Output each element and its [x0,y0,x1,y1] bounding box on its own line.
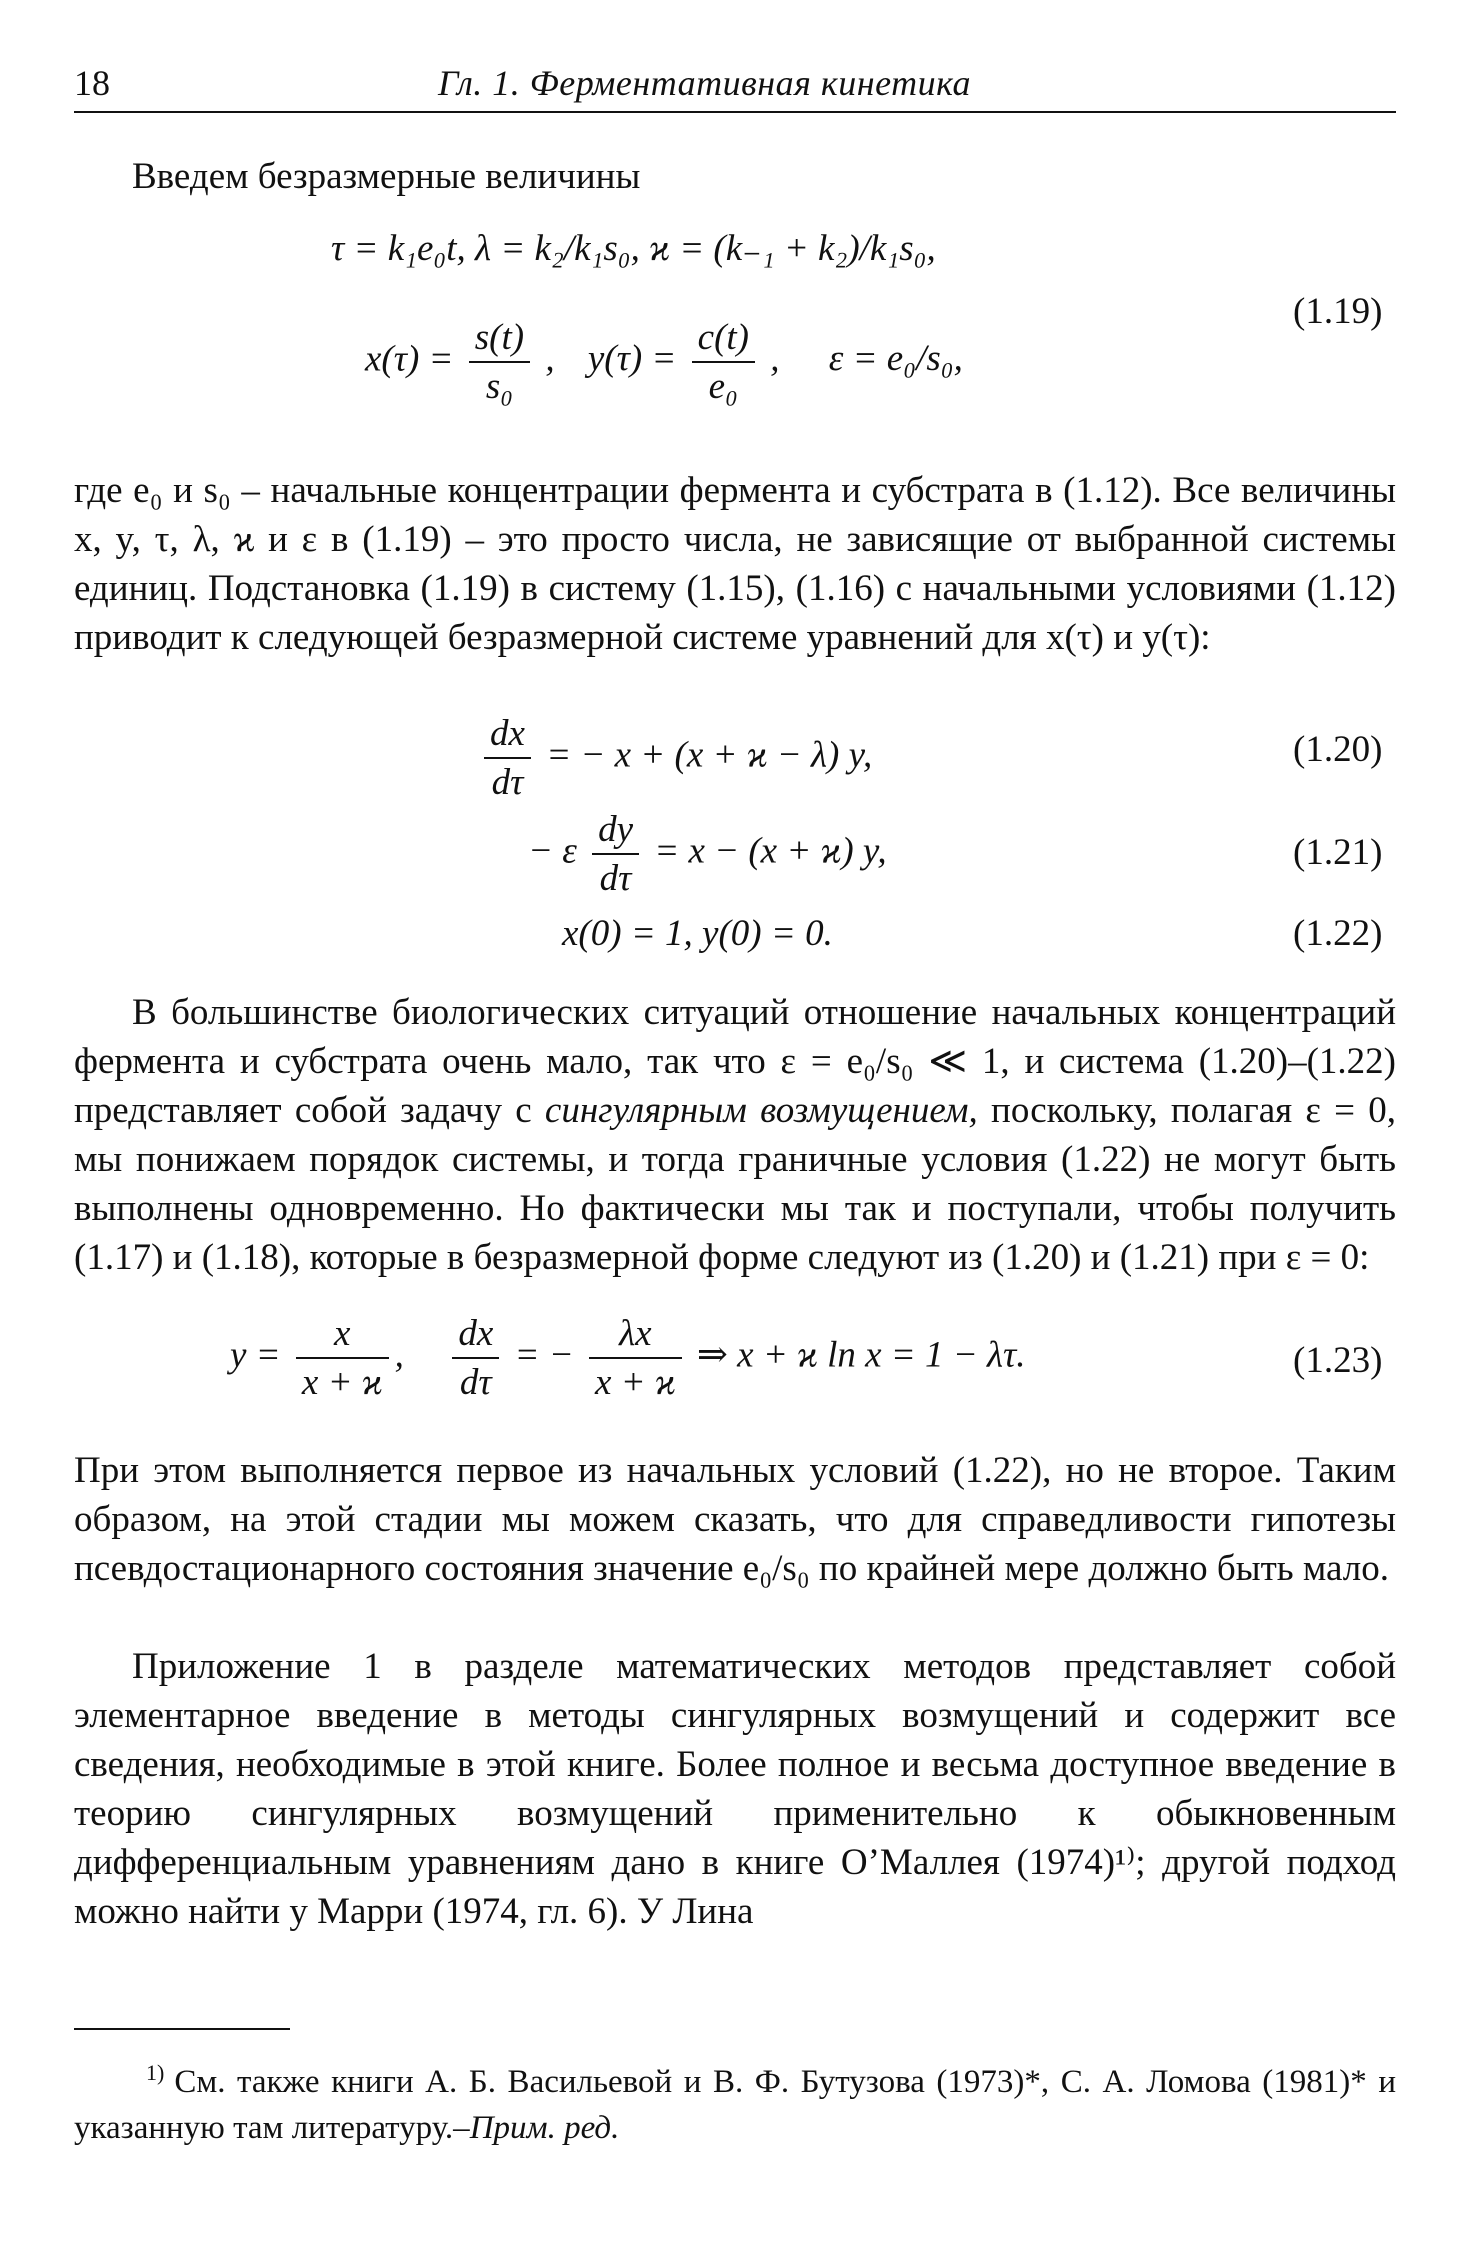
intro-text: Введем безразмерные величины [132,156,641,197]
paragraph-first-condition: При этом выполняется первое из начальных условий (1.22), но не второе. Таким образом, на этой стадии мы можем сказать, что для справедливости гипотезы псевдостационарного состояния значение e₀/s₀ по крайней мере должно быть мало. [74,1450,1396,1589]
fraction-numerator: dy [598,809,633,850]
equation-1-19-line2: x(τ) = $\frac{s(t)}{\text{s₀}}$ , y(τ) = $\frac{c(t)}{\text{e₀}}$ , ε = e₀/s₀, [365,317,963,407]
running-title: Гл. 1. Ферментативная кинетика [438,63,972,103]
header-rule [74,111,1396,113]
fraction-denominator: e₀ [692,361,755,408]
footnote-rule [74,2028,290,2030]
fraction-numerator: dx [458,1313,494,1354]
equation-number-1-22: (1.22) [1293,913,1383,954]
dx-dtau-fraction [484,712,531,804]
dx-dtau-fraction [452,1312,499,1404]
s-over-s0-fraction [469,316,530,408]
equation-number-1-20: (1.20) [1293,729,1383,770]
c-over-e0-fraction [692,316,755,408]
equals-minus: = − [514,1334,574,1376]
equation-1-22: x(0) = 1, y(0) = 0. [562,913,833,954]
equation-1-19-line1: τ = k₁e₀t, λ = k₂/k₁s₀, ϰ = (k₋₁ + k₂)/k₁s₀, [331,228,936,269]
equation-rhs: = − x + (x + ϰ − λ) y, [546,734,873,776]
paragraph-text-a: В большинстве биологических ситуаций отношение начальных концентраций фермента и субстрата очень мало, так что ε = e₀/s₀ ≪ 1, и система (1.20)–(1.22) представляет собой задачу с [74,992,1396,1131]
fraction-numerator: λx [619,1313,652,1354]
running-header [74,58,1396,108]
equation-number-1-21: (1.21) [1293,832,1383,873]
dy-dtau-fraction [592,808,639,900]
equation-number-1-23: (1.23) [1293,1340,1383,1381]
fraction-denominator: x + ϰ [589,1357,682,1404]
epsilon-definition: ε = e₀/s₀, [828,338,963,380]
fraction-denominator: dτ [452,1357,499,1404]
separator-comma: , [394,1334,404,1376]
fraction-denominator: dτ [484,757,531,804]
equation-1-20 [478,712,872,804]
footnote-text: См. также книги А. Б. Васильевой и В. Ф. Бутузова (1973)*, С. А. Ломова (1981)* и указанную там литературу.– [74,2064,1396,2146]
x-over-x-plus-kappa-fraction [296,1312,389,1404]
equation-lhs: − ε [528,830,577,872]
intro-line [74,152,1396,201]
y-lhs: y = [230,1334,281,1376]
equation-rhs: = x − (x + ϰ) y, [654,830,887,872]
equation-1-21 [528,808,887,900]
paragraph-appendix [74,1642,1396,1936]
paragraph-text-b: поскольку, полагая ε = 0, мы понижаем порядок системы, и тогда граничные условия (1.22) не могут быть выполнены одновременно. Но фактически мы так и поступали, чтобы получить (1.17) и (1.18), которые в безразмерной форме следуют из (1.20) и (1.21) при ε = 0: [74,1090,1397,1278]
equation-1-23 [230,1312,1025,1404]
emphasis-term: сингулярным возмущением, [544,1090,978,1131]
fraction-numerator: dx [490,713,525,754]
footnote [74,2050,1396,2151]
fraction-numerator: s(t) [474,317,525,358]
y-tau-lhs: y(τ) = [587,338,677,380]
fraction-denominator: dτ [592,853,639,900]
footnote-editor-note: Прим. ред. [469,2110,620,2146]
fraction-numerator: c(t) [697,317,749,358]
paragraph-definitions: где e₀ и s₀ – начальные концентрации фермента и субстрата в (1.12). Все величины x, y, τ, λ, ϰ и ε в (1.19) – это просто числа, не зависящие от выбранной системы единиц. Подстановка (1.19) в систему (1.15), (1.16) с начальными условиями (1.12) приводит к следующей безразмерной системе уравнений для x(τ) и y(τ): [74,470,1396,658]
paragraph-text: Приложение 1 в разделе математических методов представляет собой элементарное введение в методы сингулярных возмущений и содержит все сведения, необходимые в этой книге. Более полное и весьма доступное введение в теорию сингулярных возмущений применительно к обыкновенным дифференциальным уравнениям дано в книге О’Маллея (1974)¹⁾; другой подход можно найти у Марри (1974, гл. 6). У Лина [74,1646,1396,1932]
fraction-denominator: s₀ [469,361,530,408]
x-tau-lhs: x(τ) = [365,338,454,380]
lambda-x-fraction [589,1312,682,1404]
fraction-numerator: x [334,1313,351,1354]
equation-number-1-19: (1.19) [1293,291,1383,332]
paragraph-singular-perturbation [74,988,1396,1282]
footnote-mark: 1) [146,2060,165,2085]
implication-result: ⇒ x + ϰ ln x = 1 − λτ. [696,1334,1026,1376]
fraction-denominator: x + ϰ [296,1357,389,1404]
page-number: 18 [74,63,110,103]
